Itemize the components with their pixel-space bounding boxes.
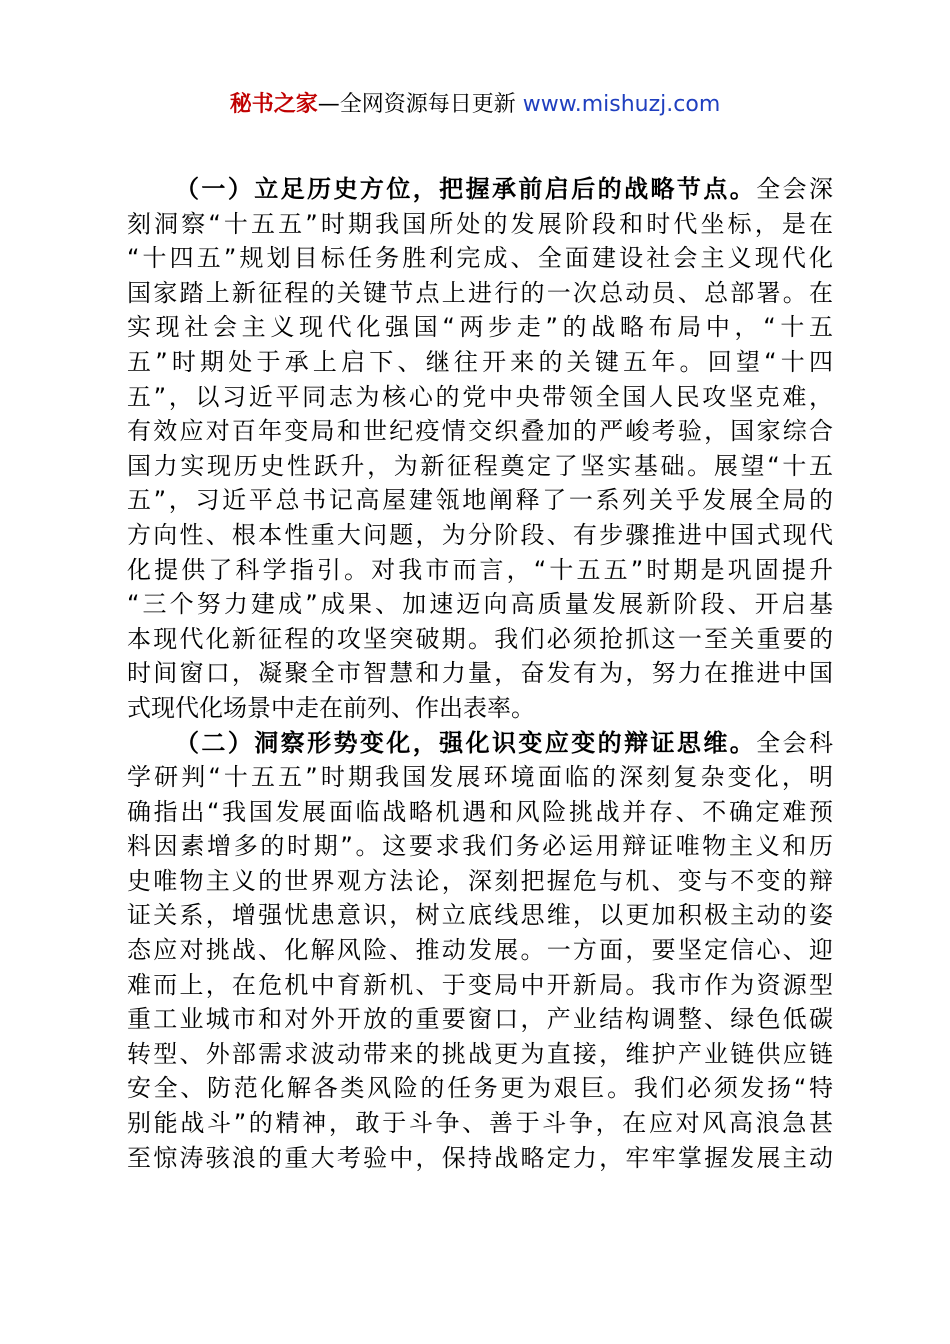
- paragraph-line: 本现代化新征程的攻坚突破期。我们必须抢抓这一至关重要的: [127, 624, 833, 653]
- paragraph-line: 至惊涛骇浪的重大考验中，保持战略定力，牢牢掌握发展主动: [127, 1143, 833, 1172]
- paragraph-line: 五”，习近平总书记高屋建瓴地阐释了一系列关乎发展全局的: [127, 486, 833, 515]
- paragraph-line: 实现社会主义现代化强国“两步走”的战略布局中，“十五: [127, 313, 833, 342]
- paragraph-line: “三个努力建成”成果、加速迈向高质量发展新阶段、开启基: [127, 590, 833, 619]
- paragraph-2-heading: （二）洞察形势变化，强化识变应变的辩证思维。: [175, 728, 757, 757]
- site-url-link[interactable]: www.mishuzj.com: [522, 92, 721, 117]
- paragraph-line: 别能战斗”的精神，敢于斗争、善于斗争，在应对风高浪急甚: [127, 1109, 833, 1138]
- paragraph-line: 方向性、根本性重大问题，为分阶段、有步骤推进中国式现代: [127, 520, 833, 549]
- paragraph-line: 国家踏上新征程的关键节点上进行的一次总动员、总部署。在: [127, 278, 833, 307]
- paragraph-line: 史唯物主义的世界观方法论，深刻把握危与机、变与不变的辩: [127, 866, 833, 895]
- document-body: [127, 172, 833, 1175]
- brand-name: 秘书之家: [229, 92, 318, 117]
- paragraph-line: 难而上，在危机中育新机、于变局中开新局。我市作为资源型: [127, 970, 833, 999]
- paragraph-line: 学研判“十五五”时期我国发展环境面临的深刻复杂变化，明: [127, 763, 833, 792]
- paragraph-line: 重工业城市和对外开放的重要窗口，产业结构调整、绿色低碳: [127, 1005, 833, 1034]
- paragraph-2-first-line: [127, 726, 833, 761]
- paragraph-line: 国力实现历史性跃升，为新征程奠定了坚实基础。展望“十五: [127, 451, 833, 480]
- paragraph-line: 化提供了科学指引。对我市而言，“十五五”时期是巩固提升: [127, 555, 833, 584]
- paragraph-line: “十四五”规划目标任务胜利完成、全面建设社会主义现代化: [127, 244, 833, 273]
- paragraph-line: 安全、防范化解各类风险的任务更为艰巨。我们必须发扬“特: [127, 1074, 833, 1103]
- paragraph-line: 全会科: [756, 728, 834, 757]
- paragraph-1-heading: （一）立足历史方位，把握承前启后的战略节点。: [175, 175, 757, 203]
- paragraph-line: 证关系，增强忧患意识，树立底线思维，以更加积极主动的姿: [127, 901, 833, 930]
- header-tagline: —全网资源每日更新: [317, 92, 523, 117]
- paragraph-line: 确指出“我国发展面临战略机遇和风险挑战并存、不确定难预: [127, 797, 833, 826]
- paragraph-line: 时间窗口，凝聚全市智慧和力量，奋发有为，努力在推进中国: [127, 659, 833, 688]
- paragraph-1-first-line: [127, 172, 833, 207]
- paragraph-line: 有效应对百年变局和世纪疫情交织叠加的严峻考验，国家综合: [127, 417, 833, 446]
- paragraph-line: 刻洞察“十五五”时期我国所处的发展阶段和时代坐标，是在: [127, 209, 833, 238]
- paragraph-line: 料因素增多的时期”。这要求我们务必运用辩证唯物主义和历: [127, 832, 833, 861]
- paragraph-line: 转型、外部需求波动带来的挑战更为直接，维护产业链供应链: [127, 1039, 833, 1068]
- site-header: [0, 88, 950, 122]
- paragraph-line: 五”，以习近平同志为核心的党中央带领全国人民攻坚克难，: [127, 382, 833, 411]
- paragraph-line: 式现代化场景中走在前列、作出表率。: [127, 693, 535, 722]
- paragraph-line: 五”时期处于承上启下、继往开来的关键五年。回望“十四: [127, 347, 833, 376]
- paragraph-line: 态应对挑战、化解风险、推动发展。一方面，要坚定信心、迎: [127, 936, 833, 965]
- paragraph-line: 全会深: [756, 175, 834, 203]
